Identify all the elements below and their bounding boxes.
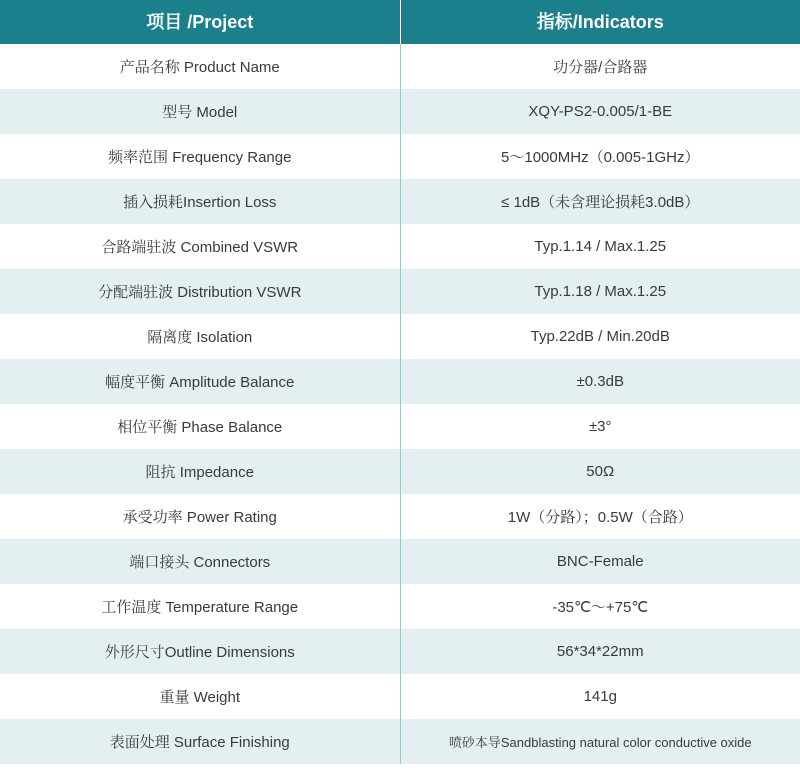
table-row [0, 179, 800, 224]
cell-project: 隔离度 Isolation [0, 314, 400, 359]
cell-project: 幅度平衡 Amplitude Balance [0, 359, 400, 404]
cell-project: 型号 Model [0, 89, 400, 134]
cell-project: 外形尺寸Outline Dimensions [0, 629, 400, 674]
cell-indicator: ±0.3dB [400, 359, 800, 404]
table-row [0, 629, 800, 674]
cell-project: 工作温度 Temperature Range [0, 584, 400, 629]
cell-indicator: Typ.1.14 / Max.1.25 [400, 224, 800, 269]
cell-indicator: Typ.22dB / Min.20dB [400, 314, 800, 359]
table-row [0, 269, 800, 314]
cell-project: 插入损耗Insertion Loss [0, 179, 400, 224]
cell-project: 产品名称 Product Name [0, 44, 400, 89]
cell-indicator: 喷砂本导Sandblasting natural color conductive oxide [400, 719, 800, 764]
cell-project: 表面处理 Surface Finishing [0, 719, 400, 764]
table-row [0, 359, 800, 404]
table-body [0, 44, 800, 764]
cell-project: 相位平衡 Phase Balance [0, 404, 400, 449]
cell-project: 承受功率 Power Rating [0, 494, 400, 539]
cell-indicator: 141g [400, 674, 800, 719]
cell-indicator: 50Ω [400, 449, 800, 494]
cell-indicator: 56*34*22mm [400, 629, 800, 674]
cell-project: 重量 Weight [0, 674, 400, 719]
table-row [0, 44, 800, 89]
cell-indicator: XQY-PS2-0.005/1-BE [400, 89, 800, 134]
table-row [0, 89, 800, 134]
cell-project: 频率范围 Frequency Range [0, 134, 400, 179]
table-row [0, 584, 800, 629]
cell-indicator: 5～1000MHz（0.005-1GHz） [400, 134, 800, 179]
table-header-row [0, 0, 800, 44]
cell-indicator: 1W（分路）；0.5W（合路） [400, 494, 800, 539]
cell-indicator: ±3° [400, 404, 800, 449]
table-row [0, 314, 800, 359]
cell-indicator: 功分器/合路器 [400, 44, 800, 89]
table-row [0, 449, 800, 494]
column-header-project: 项目 /Project [0, 0, 400, 44]
table-row [0, 674, 800, 719]
table-row [0, 134, 800, 179]
cell-indicator: -35℃～+75℃ [400, 584, 800, 629]
cell-project: 端口接头 Connectors [0, 539, 400, 584]
cell-indicator: BNC-Female [400, 539, 800, 584]
table-row [0, 719, 800, 764]
cell-indicator: ≤ 1dB（未含理论损耗3.0dB） [400, 179, 800, 224]
cell-project: 合路端驻波 Combined VSWR [0, 224, 400, 269]
table-row [0, 539, 800, 584]
cell-project: 阻抗 Impedance [0, 449, 400, 494]
column-header-indicators: 指标/Indicators [400, 0, 800, 44]
table-header [0, 0, 800, 44]
table-row [0, 224, 800, 269]
cell-project: 分配端驻波 Distribution VSWR [0, 269, 400, 314]
table-row [0, 494, 800, 539]
cell-indicator: Typ.1.18 / Max.1.25 [400, 269, 800, 314]
table-row [0, 404, 800, 449]
